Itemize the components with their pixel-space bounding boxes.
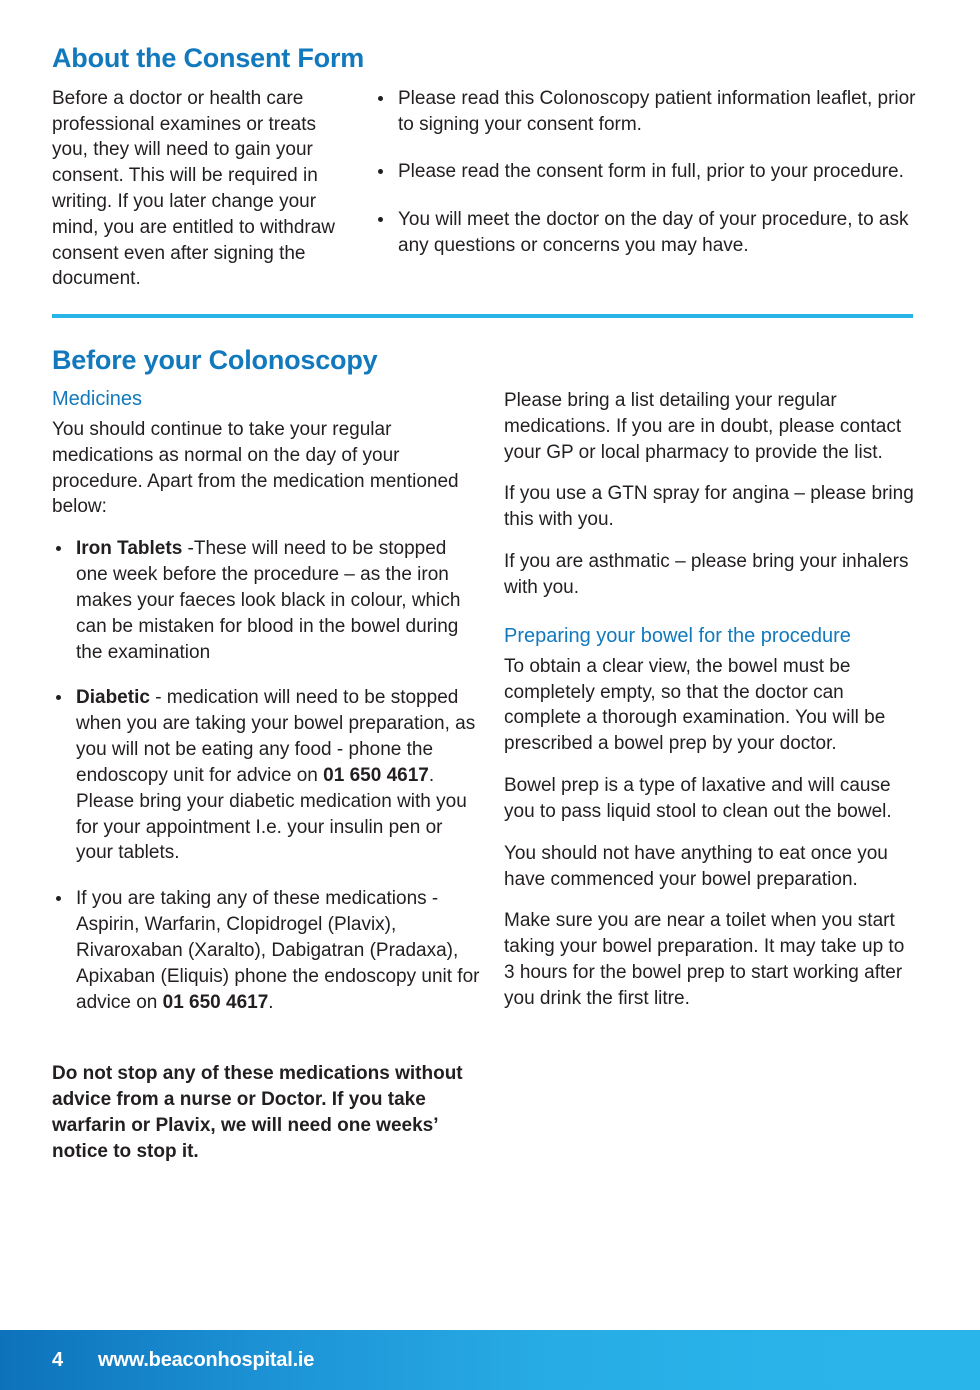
bullet-body-blood-thinners-before-phone: If you are taking any of these medications - Aspirin, Warfarin, Clopidrogel (Plavix), Rivaroxaban (Xaralto), Dabigatran (Pradaxa), Apixaban (Eliquis) phone the endoscopy unit for advice on bbox=[76, 888, 480, 1013]
spacer bbox=[52, 318, 918, 346]
spacer bbox=[52, 1035, 482, 1061]
right-paragraph-gtn-spray: If you use a GTN spray for angina – please bring this with you. bbox=[504, 483, 914, 531]
list-item-blood-thinners bbox=[52, 886, 482, 1015]
section-about-consent-form bbox=[52, 44, 918, 292]
footer-website-url: www.beaconhospital.ie bbox=[98, 1348, 315, 1371]
bowel-paragraph-laxative: Bowel prep is a type of laxative and will cause you to pass liquid stool to clean out the bowel. bbox=[504, 775, 892, 822]
colonoscopy-right-column bbox=[504, 388, 918, 1028]
medications-warning-text: Do not stop any of these medications without advice from a nurse or Doctor. If you take warfarin or Plavix, we will need one weeks’ notice to stop it. bbox=[52, 1063, 463, 1162]
section-title-about-consent-form: About the Consent Form bbox=[52, 43, 365, 73]
spacer bbox=[504, 617, 918, 625]
bullet-lead-diabetic: Diabetic bbox=[76, 687, 150, 709]
subtitle-medicines: Medicines bbox=[52, 388, 143, 410]
medicines-intro-paragraph: You should continue to take your regular medications as normal on the day of your procedure. Apart from the medication mentioned below: bbox=[52, 419, 459, 518]
about-consent-paragraph: Before a doctor or health care professional examines or treats you, they will need to gain your consent. This will be required in writing. If you later change your mind, you are entitled to withdraw consent even after signing the document. bbox=[52, 87, 336, 290]
colonoscopy-columns bbox=[52, 388, 918, 1165]
list-item-iron-tablets bbox=[52, 536, 482, 665]
about-consent-bullet-list bbox=[374, 86, 918, 259]
phone-number-blood-thinners: 01 650 4617 bbox=[162, 991, 269, 1013]
right-paragraph-asthma: If you are asthmatic – please bring your inhalers with you. bbox=[504, 551, 909, 598]
bowel-paragraph-near-toilet: Make sure you are near a toilet when you start taking your bowel preparation. It may take up to 3 hours for the bowel prep to start working after you drink the first litre. bbox=[504, 910, 905, 1009]
bowel-paragraph-clear-view: To obtain a clear view, the bowel must be completely empty, so that the doctor can complete a thorough examination. You will be prescribed a bowel prep by your doctor. bbox=[504, 655, 886, 755]
section-before-your-colonoscopy bbox=[52, 346, 918, 1164]
footer-page-number: 4 bbox=[52, 1348, 64, 1371]
page-content bbox=[52, 44, 918, 1165]
about-consent-columns bbox=[52, 86, 918, 293]
about-consent-right-column bbox=[374, 86, 918, 259]
spacer bbox=[52, 292, 918, 314]
right-paragraph-medication-list: Please bring a list detailing your regular medications. If you are in doubt, please contact your GP or local pharmacy to provide the list. bbox=[504, 390, 902, 463]
bullet-body-iron-tablets: -These will need to be stopped one week before the procedure – as the iron makes your faeces look black in colour, which can be mistaken for blood in the bowel during the examination bbox=[76, 538, 461, 663]
bullet-lead-iron-tablets: Iron Tablets bbox=[76, 538, 183, 560]
list-item: Please read this Colonoscopy patient information leaflet, prior to signing your consent form. bbox=[374, 86, 918, 138]
bowel-paragraph-no-eating: You should not have anything to eat once you have commenced your bowel preparation. bbox=[504, 842, 888, 890]
bullet-body-diabetic-after-phone: . Please bring your diabetic medication with you for your appointment I.e. your insulin pen or your tablets. bbox=[76, 764, 467, 864]
section-title-before-your-colonoscopy: Before your Colonoscopy bbox=[52, 345, 378, 376]
list-item: Please read the consent form in full, prior to your procedure. bbox=[374, 159, 918, 185]
medicines-bullet-list bbox=[52, 536, 482, 1015]
subtitle-preparing-your-bowel: Preparing your bowel for the procedure bbox=[504, 624, 851, 647]
page-footer bbox=[0, 1330, 980, 1390]
bullet-body-diabetic-before-phone: - medication will need to be stopped when you are taking your bowel preparation, as you will not be eating any food - phone the endoscopy unit for advice on bbox=[76, 687, 476, 786]
list-item-diabetic bbox=[52, 685, 482, 866]
about-consent-left-column bbox=[52, 86, 352, 293]
bullet-body-blood-thinners-after-phone: . bbox=[268, 991, 274, 1013]
colonoscopy-left-column bbox=[52, 388, 482, 1165]
phone-number-diabetic: 01 650 4617 bbox=[323, 764, 429, 786]
list-item: You will meet the doctor on the day of your procedure, to ask any questions or concerns you may have. bbox=[374, 207, 918, 259]
